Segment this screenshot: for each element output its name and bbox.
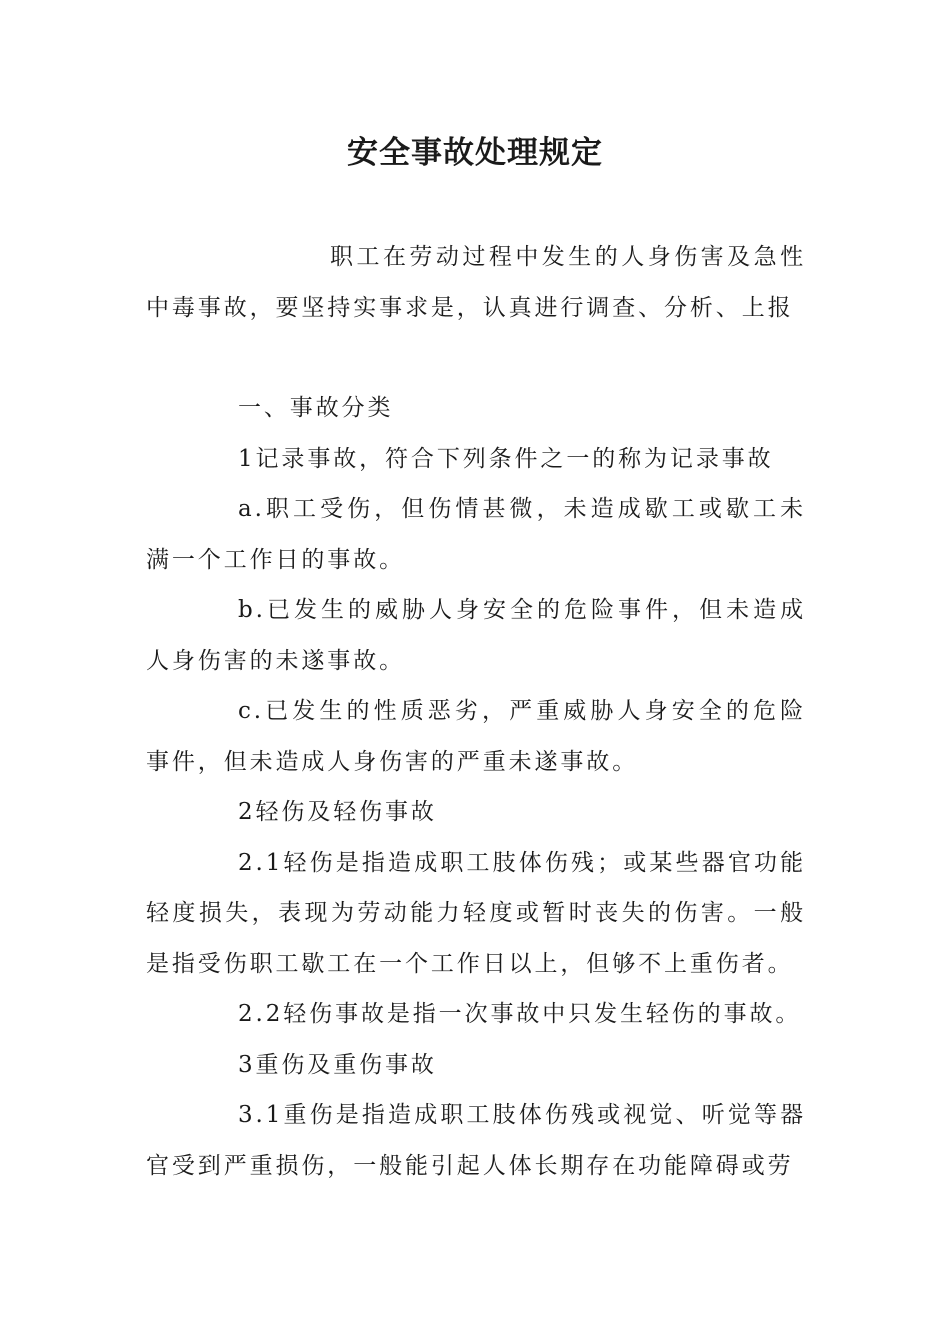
item-record-c: c.已发生的性质恶劣，严重威胁人身安全的危险事件，但未造成人身伤害的严重未遂事故。 — [146, 698, 806, 775]
item-minor-injury: 2轻伤及轻伤事故 — [238, 799, 437, 825]
document-title: 安全事故处理规定 — [347, 135, 603, 171]
item-serious-injury-3-1: 3.1重伤是指造成职工肢体伤残或视觉、听觉等器官受到严重损伤，一般能引起人体长期存在功能障碍或劳 — [146, 1102, 806, 1179]
section-heading-classification: 一、事故分类 — [238, 395, 394, 421]
item-record-a: a.职工受伤，但伤情甚微，未造成歇工或歇工未满一个工作日的事故。 — [146, 496, 806, 573]
paragraph-gap — [146, 333, 806, 383]
item-record-b: b.已发生的威胁人身安全的危险事件，但未造成人身伤害的未遂事故。 — [146, 597, 806, 674]
item-minor-injury-2-2: 2.2轻伤事故是指一次事故中只发生轻伤的事故。 — [238, 1001, 802, 1027]
item-minor-injury-2-1: 2.1轻伤是指造成职工肢体伤残；或某些器官功能轻度损失，表现为劳动能力轻度或暂时丧失的伤害。一般是指受伤职工歇工在一个工作日以上，但够不上重伤者。 — [146, 849, 806, 977]
item-record-accident: 1记录事故，符合下列条件之一的称为记录事故 — [238, 445, 774, 472]
document-body — [146, 232, 806, 1191]
intro-paragraph: 职工在劳动过程中发生的人身伤害及急性中毒事故，要坚持实事求是，认真进行调查、分析、上报 — [146, 244, 806, 321]
item-serious-injury: 3重伤及重伤事故 — [238, 1051, 437, 1078]
